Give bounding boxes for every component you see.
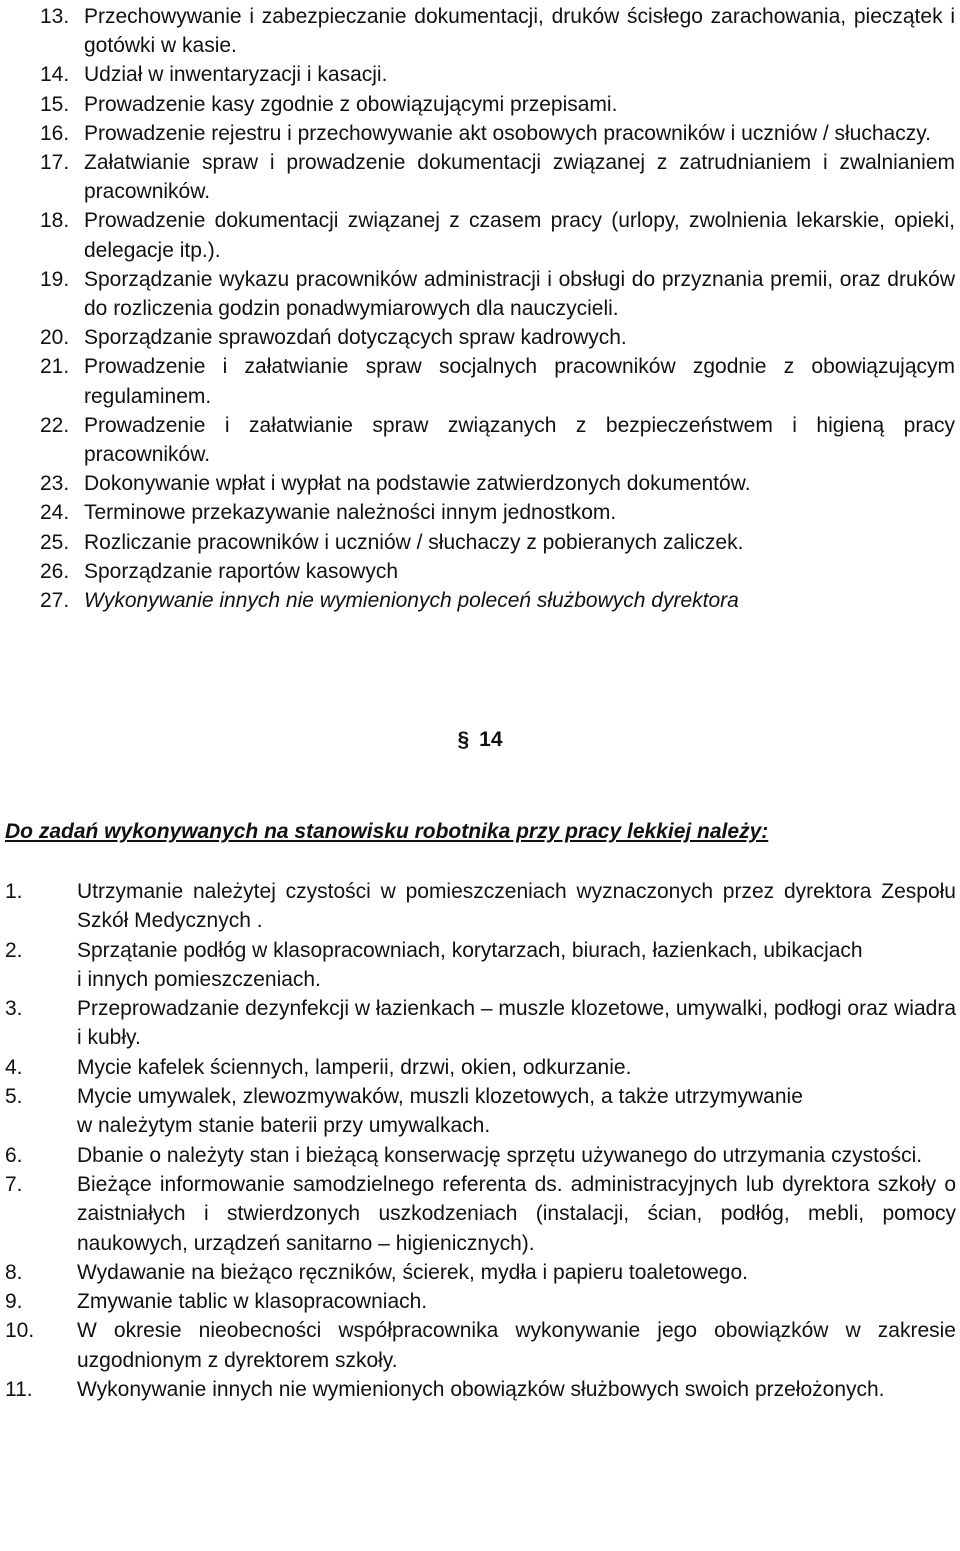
list-item [40,323,955,352]
item-text: Rozliczanie pracowników i uczniów / słuchaczy z pobieranych zaliczek. [84,530,744,554]
item-text: Mycie umywalek, zlewozmywaków, muszli klozetowych, a także utrzymywanie w należytym stanie baterii przy umywalkach. [77,1085,803,1138]
item-text: Przeprowadzanie dezynfekcji w łazienkach – muszle klozetowe, umywalki, podłogi oraz wiadra i kubły. [77,997,956,1050]
item-number: 21. [40,355,70,379]
list-item [5,1375,956,1404]
list-item [5,1316,956,1375]
item-text: Sprzątanie podłóg w klasopracowniach, korytarzach, biurach, łazienkach, ubikacjach i innych pomieszczeniach. [77,938,863,991]
section-sign: § [457,728,470,751]
list-item [40,557,955,586]
item-number: 18. [40,209,70,233]
item-text: Sporządzanie sprawozdań dotyczących spraw kadrowych. [84,326,627,350]
duties-list-worker [5,877,956,1404]
item-text: Wykonywanie innych nie wymienionych poleceń służbowych dyrektora [84,589,739,613]
list-item [40,206,955,264]
item-number: 15. [40,92,70,116]
item-text: Sporządzanie wykazu pracowników administracji i obsługi do przyznania premii, oraz druków do rozliczenia godzin ponadwymiarowych dla nauczycieli. [84,267,955,321]
item-text: Prowadzenie dokumentacji związanej z czasem pracy (urlopy, zwolnienia lekarskie, opieki, delegacje itp.). [84,209,955,262]
item-text: Mycie kafelek ściennych, lamperii, drzwi, okien, odkurzanie. [77,1055,632,1079]
item-number: 1. [5,880,23,903]
list-item [5,1082,956,1141]
list-item [5,1258,956,1287]
list-item [40,90,955,119]
item-number: 11. [5,1378,33,1402]
item-text: Sporządzanie raportów kasowych [84,559,398,583]
section-number [0,728,960,752]
item-text: Przechowywanie i zabezpieczanie dokumentacji, druków ścisłego zarachowania, pieczątek i gotówki w kasie. [84,5,955,58]
list-item [40,469,955,498]
item-text: Prowadzenie i załatwianie spraw socjalnych pracowników zgodnie z obowiązującym regulaminem. [84,355,955,408]
item-number: 17. [40,151,70,175]
item-text: Dbanie o należyty stan i bieżącą konserwację sprzętu używanego do utrzymania czystości. [77,1143,923,1167]
item-text: Terminowe przekazywanie należności innym jednostkom. [84,501,617,525]
item-number: 27. [40,589,70,613]
list-item [40,528,955,557]
list-item [40,2,955,60]
item-number: 5. [5,1085,23,1109]
item-number: 10. [5,1319,35,1343]
list-item [5,994,956,1053]
item-text: Wydawanie na bieżąco ręczników, ścierek, mydła i papieru toaletowego. [77,1260,748,1284]
item-number: 6. [5,1143,23,1167]
item-text: Załatwianie spraw i prowadzenie dokumentacji związanej z zatrudnianiem i zwalnianiem pracowników. [84,151,955,204]
item-number: 24. [40,501,70,525]
item-text: Udział w inwentaryzacji i kasacji. [84,63,388,87]
list-item [40,586,955,615]
item-number: 23. [40,472,70,496]
item-number: 22. [40,413,70,437]
item-text: W okresie nieobecności współpracownika wykonywanie jego obowiązków w zakresie uzgodnionym z dyrektorem szkoły. [77,1319,956,1372]
item-text: Zmywanie tablic w klasopracowniach. [77,1290,428,1314]
item-number: 3. [5,997,23,1021]
item-text: Bieżące informowanie samodzielnego referenta ds. administracyjnych lub dyrektora szkoły o zaistniałych i stwierdzonych uszkodzeniach (instalacji, ścian, podłóg, mebli, pomocy naukowych, urządzeń sanitarno – higienicznych). [77,1172,956,1255]
item-text: Dokonywanie wpłat i wypłat na podstawie zatwierdzonych dokumentów. [84,472,751,496]
item-text: Prowadzenie kasy zgodnie z obowiązującymi przepisami. [84,92,618,116]
item-text: Wykonywanie innych nie wymienionych obowiązków służbowych swoich przełożonych. [77,1378,885,1402]
list-item [40,498,955,527]
list-item [40,60,955,89]
item-text: Prowadzenie rejestru i przechowywanie akt osobowych pracowników i uczniów / słuchaczy. [84,121,931,145]
item-number: 25. [40,530,70,554]
item-number: 14. [40,63,70,87]
section-value: 14 [479,728,503,751]
item-number: 16. [40,121,70,145]
section-heading: Do zadań wykonywanych na stanowisku robotnika przy pracy lekkiej należy: [5,820,769,843]
item-number: 7. [5,1172,23,1196]
item-number: 26. [40,559,70,583]
item-text: Utrzymanie należytej czystości w pomieszczeniach wyznaczonych przez dyrektora Zespołu Szkół Medycznych . [77,880,956,933]
list-item [40,265,955,323]
item-number: 8. [5,1260,23,1284]
item-number: 20. [40,326,70,350]
list-item [5,936,956,995]
list-item [40,148,955,206]
list-item [5,1287,956,1316]
list-item [5,877,956,936]
list-item [5,1141,956,1170]
list-item [5,1053,956,1082]
list-item [40,411,955,469]
duties-list-continued [40,2,955,615]
item-text: Prowadzenie i załatwianie spraw związanych z bezpieczeństwem i higieną pracy pracowników. [84,413,955,467]
item-number: 4. [5,1055,23,1079]
item-number: 13. [40,5,70,28]
item-number: 2. [5,938,23,962]
item-number: 9. [5,1290,23,1314]
list-item [5,1170,956,1258]
list-item [40,119,955,148]
list-item [40,352,955,410]
item-number: 19. [40,267,70,291]
